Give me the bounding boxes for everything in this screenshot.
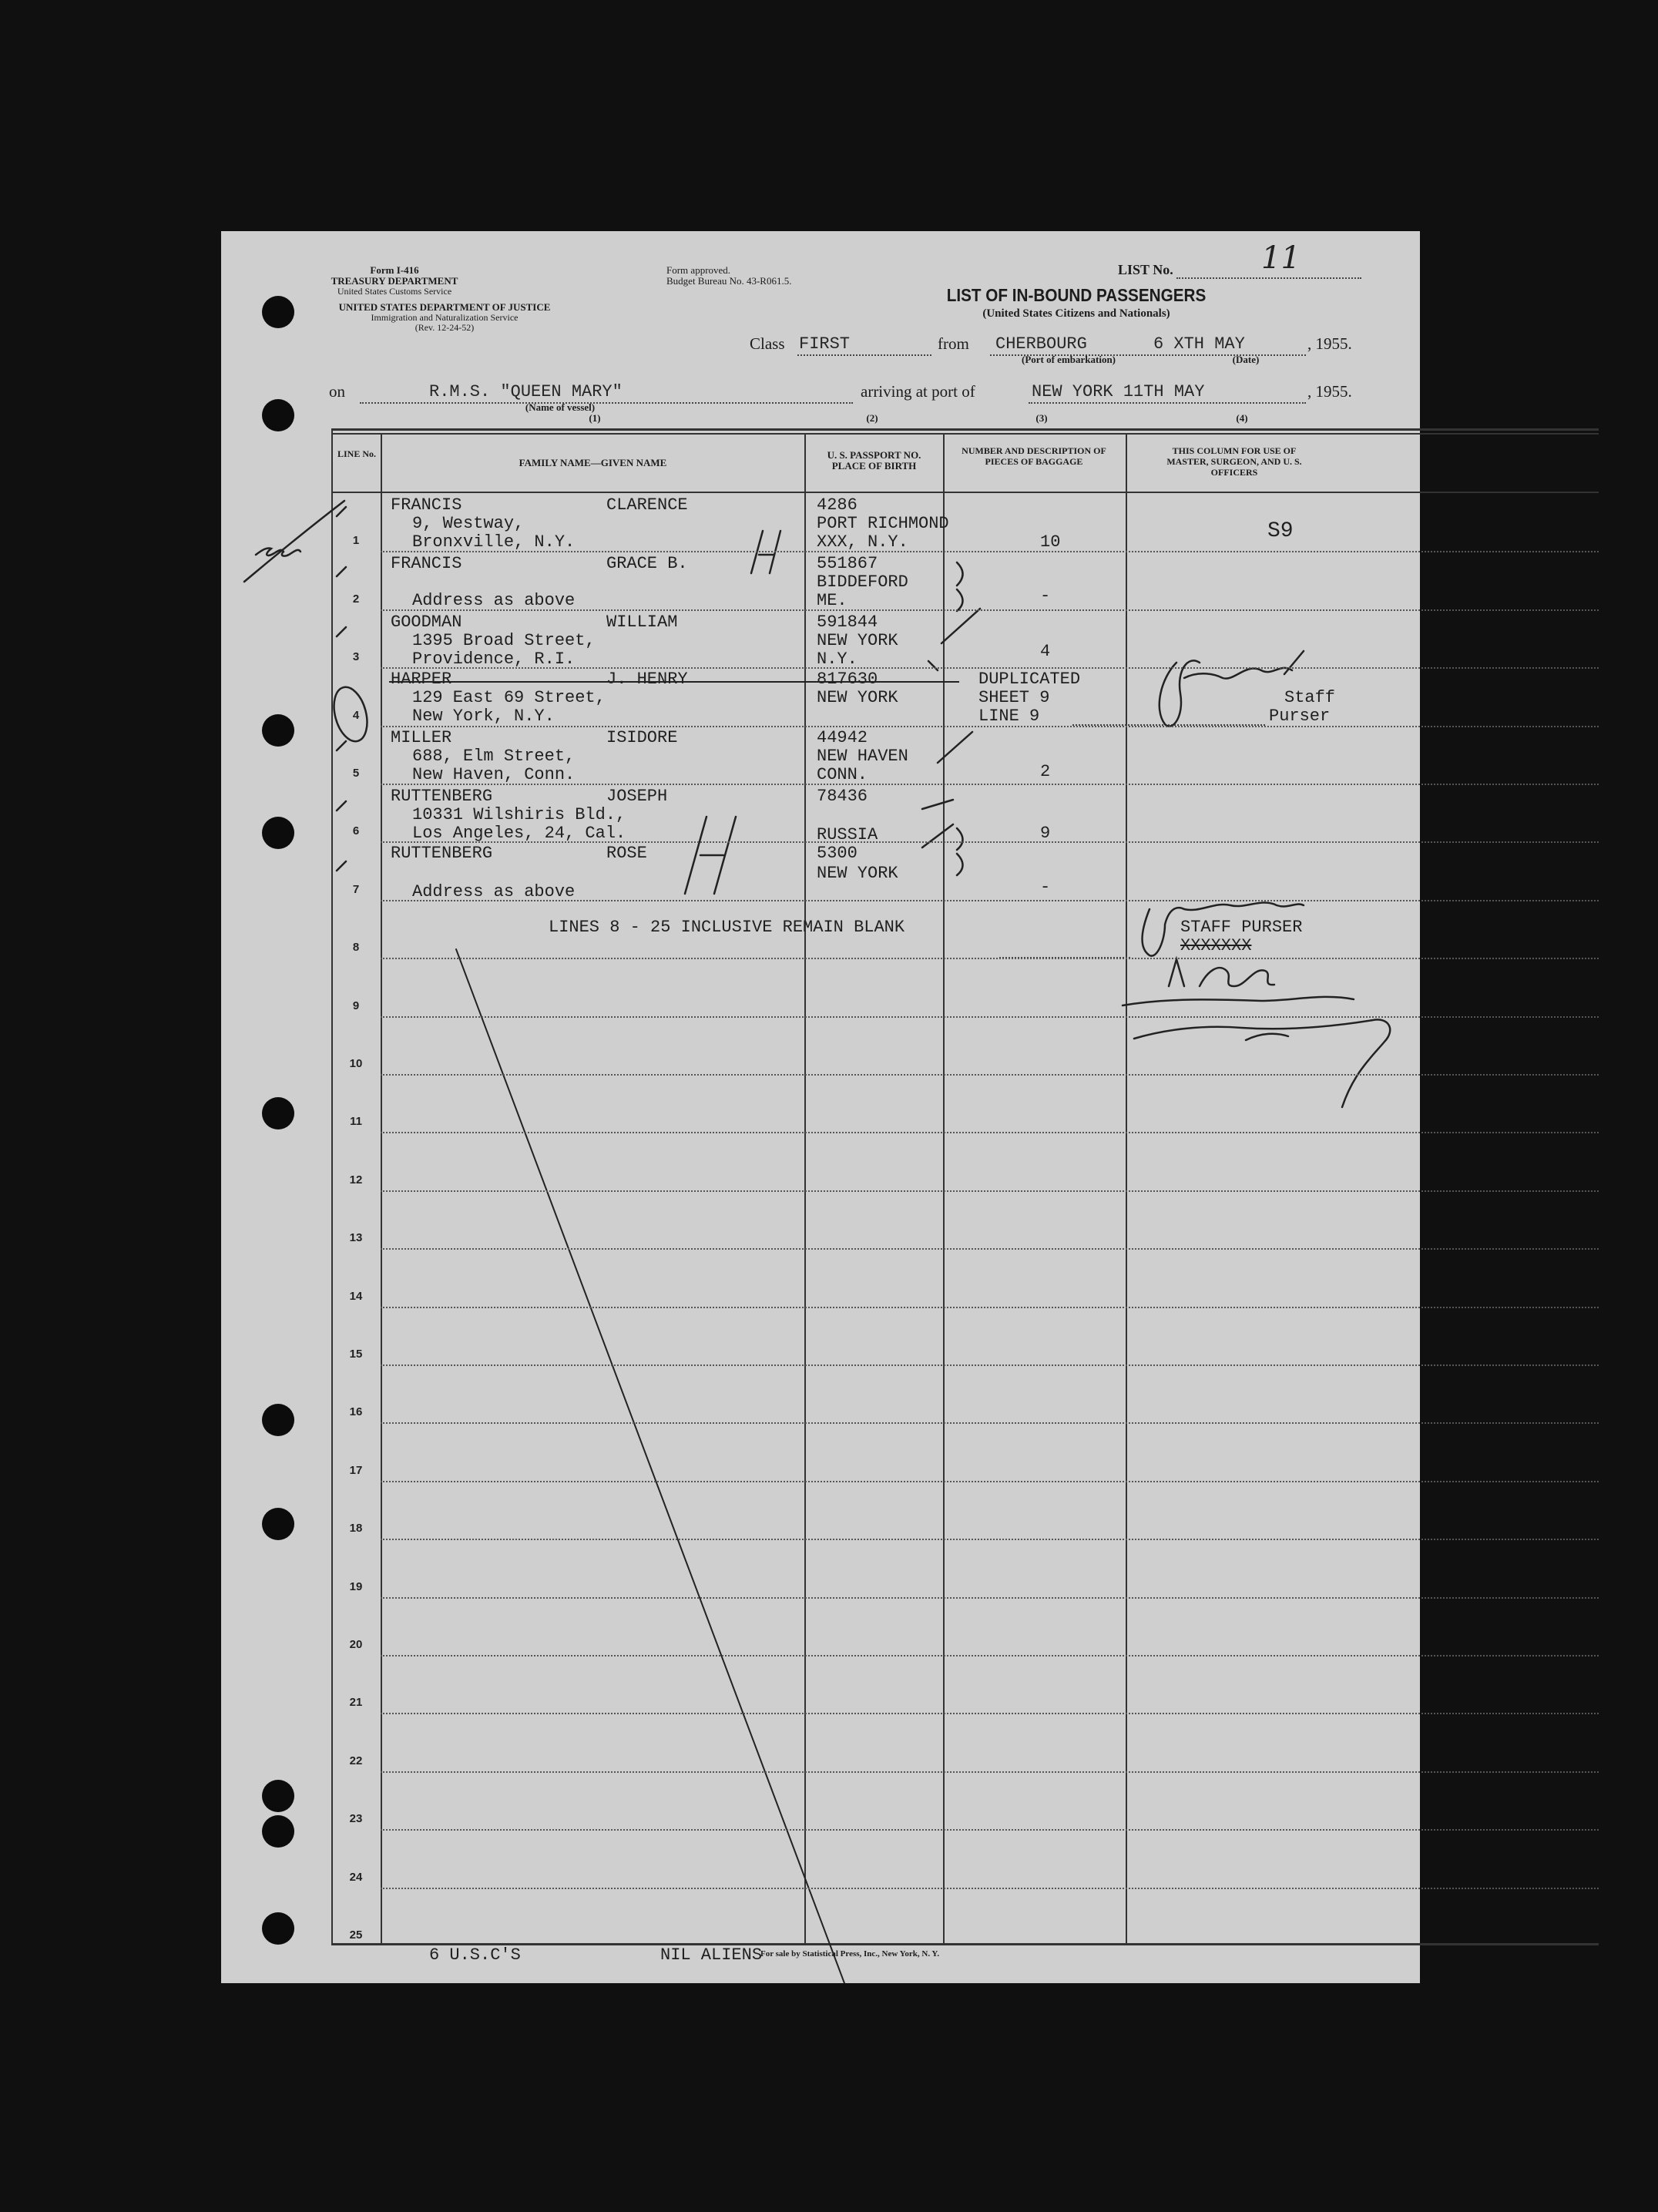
signature-staff-purser-2 xyxy=(1143,902,1304,955)
row-divider xyxy=(381,1132,1599,1133)
entry-3-birth1: NEW YORK xyxy=(817,631,898,650)
class-label: Class xyxy=(750,334,785,353)
entry-1-birth1: PORT RICHMOND xyxy=(817,514,949,533)
port-caption: (Port of embarkation) xyxy=(1021,354,1116,365)
entry-1-officer: S9 xyxy=(1267,519,1294,543)
entry-4-birth1: NEW YORK xyxy=(817,688,898,707)
entry-7-addr2: Address as above xyxy=(412,882,576,901)
line-number: 10 xyxy=(349,1057,363,1070)
line-number: 17 xyxy=(349,1463,363,1477)
entry-7-family: RUTTENBERG xyxy=(391,844,493,863)
entry-5-addr1: 688, Elm Street, xyxy=(412,747,576,766)
treasury-dept: TREASURY DEPARTMENT xyxy=(331,275,458,287)
list-label: LIST No. xyxy=(1118,262,1173,277)
entry-1-baggage: 10 xyxy=(1040,532,1061,552)
margin-scribble xyxy=(244,501,344,582)
line-number: 8 xyxy=(352,941,360,955)
entry-2-given: GRACE B. xyxy=(606,554,688,573)
entry-3-addr1: 1395 Broad Street, xyxy=(412,631,596,650)
line-number: 3 xyxy=(352,650,360,664)
signature-officer xyxy=(1134,1019,1390,1107)
struck-title: XXXXXXX xyxy=(1180,936,1252,955)
justice-dept: UNITED STATES DEPARTMENT OF JUSTICE xyxy=(338,301,551,313)
entry-5-birth1: NEW HAVEN xyxy=(817,747,908,766)
manifest-page xyxy=(221,231,1420,1983)
handwriting-layer xyxy=(221,231,1420,1983)
entry-5-family: MILLER xyxy=(391,728,452,747)
col-num-4: (4) xyxy=(1236,412,1248,424)
arrival-port: NEW YORK 11TH MAY xyxy=(1032,382,1205,401)
row-divider xyxy=(381,1829,1599,1831)
entry-3-family: GOODMAN xyxy=(391,613,462,632)
col-num-2: (2) xyxy=(866,412,878,424)
entry-4-addr1: 129 East 69 Street, xyxy=(412,688,606,707)
entry-2-addr2: Address as above xyxy=(412,591,576,610)
row-divider xyxy=(381,784,1599,785)
entry-7-passport: 5300 xyxy=(817,844,858,863)
row-divider xyxy=(381,1771,1599,1773)
customs-service: United States Customs Service xyxy=(337,286,452,297)
entry-4-family: HARPER xyxy=(391,670,452,689)
line-number: 12 xyxy=(349,1173,363,1187)
arriving-label: arriving at port of xyxy=(861,382,975,401)
entry-1-given: CLARENCE xyxy=(606,495,688,515)
entry-4-baggage2: SHEET 9 xyxy=(978,688,1050,707)
entry-2-birth1: BIDDEFORD xyxy=(817,572,908,592)
entry-5-baggage: 2 xyxy=(1040,762,1051,781)
row-divider xyxy=(381,1713,1599,1714)
staff-purser-label: STAFF PURSER xyxy=(1180,918,1303,937)
list-number: 11 xyxy=(1261,240,1301,276)
row-divider xyxy=(381,1190,1599,1192)
entry-6-family: RUTTENBERG xyxy=(391,787,493,806)
entry-2-passport: 551867 xyxy=(817,554,878,573)
line-number: 20 xyxy=(349,1638,363,1651)
header-passport: U. S. PASSPORT NO. PLACE OF BIRTH xyxy=(827,449,921,472)
entry-3-passport: 591844 xyxy=(817,613,878,632)
class-value: FIRST xyxy=(799,334,851,354)
diagonal-cancel-line xyxy=(456,949,849,1983)
entry-4-baggage: DUPLICATED xyxy=(978,670,1081,689)
entry-1-addr2: Bronxville, N.Y. xyxy=(412,532,576,552)
line-number: 18 xyxy=(349,1522,363,1536)
margin-initials xyxy=(256,548,300,556)
year-2: , 1955. xyxy=(1307,382,1352,401)
entry-2-family: FRANCIS xyxy=(391,554,462,573)
line-number: 14 xyxy=(349,1289,363,1303)
entry-4-officer: Staff xyxy=(1284,688,1336,707)
page-subtitle: (United States Citizens and Nationals) xyxy=(982,307,1170,320)
entry-3-addr2: Providence, R.I. xyxy=(412,650,576,669)
header-officers: THIS COLUMN FOR USE OF MASTER, SURGEON, AND U. S. OFFICERS xyxy=(1166,445,1302,478)
date-caption: (Date) xyxy=(1232,354,1260,365)
signature-mcgrath xyxy=(1123,959,1354,1005)
col-num-3: (3) xyxy=(1035,412,1048,424)
entry-4-addr2: New York, N.Y. xyxy=(412,707,555,726)
entry-1-passport: 4286 xyxy=(817,495,858,515)
entry-4-given: J. HENRY xyxy=(606,670,688,689)
line-number: 2 xyxy=(352,592,360,606)
from-label: from xyxy=(938,334,969,353)
year-1: , 1955. xyxy=(1307,334,1352,353)
line-number: 11 xyxy=(350,1115,362,1129)
entry-5-given: ISIDORE xyxy=(606,728,678,747)
page-title: LIST OF IN-BOUND PASSENGERS xyxy=(946,285,1207,305)
row-divider xyxy=(381,1481,1599,1482)
line-number: 9 xyxy=(352,999,360,1012)
line-number: 4 xyxy=(352,708,360,722)
row-divider xyxy=(381,1422,1599,1424)
entry-5-birth2: CONN. xyxy=(817,765,868,784)
entry-3-birth2: N.Y. xyxy=(817,650,858,669)
line-number: 5 xyxy=(352,767,360,780)
entry-6-addr1: 10331 Wilshiris Bld., xyxy=(412,805,626,824)
entry-2-baggage: - xyxy=(1040,586,1051,606)
vessel-caption: (Name of vessel) xyxy=(525,401,596,413)
check-mark-b xyxy=(922,732,972,848)
line-number: 15 xyxy=(349,1348,363,1361)
row-divider xyxy=(381,726,1599,727)
header-name: FAMILY NAME—GIVEN NAME xyxy=(519,457,667,468)
entry-3-given: WILLIAM xyxy=(606,613,678,632)
line-number: 1 xyxy=(352,534,360,548)
port-embarkation: CHERBOURG xyxy=(995,334,1087,354)
entry-4-passport: 817630 xyxy=(817,670,878,689)
line-number: 13 xyxy=(349,1231,363,1245)
line-number: 6 xyxy=(352,824,360,838)
line-number: 25 xyxy=(349,1928,363,1942)
entry-6-passport: 78436 xyxy=(817,787,868,806)
row-divider xyxy=(381,1597,1599,1599)
line-number: 7 xyxy=(352,882,360,896)
line-number: 23 xyxy=(349,1812,363,1826)
header-line-no: LINE No. xyxy=(337,448,376,459)
form-approved: Form approved. xyxy=(666,264,731,276)
col-num-1: (1) xyxy=(589,412,601,424)
entry-6-birth2: RUSSIA xyxy=(817,825,878,844)
entry-1-birth2: XXX, N.Y. xyxy=(817,532,908,552)
row-divider xyxy=(381,1307,1599,1308)
entry-3-baggage: 4 xyxy=(1040,642,1051,661)
embark-date: 6 XTH MAY xyxy=(1153,334,1245,354)
nil-aliens: NIL ALIENS xyxy=(660,1945,763,1965)
on-label: on xyxy=(329,382,345,401)
row-divider xyxy=(381,1655,1599,1656)
check-mark-a xyxy=(928,609,980,670)
row-divider xyxy=(381,841,1599,843)
entry-7-baggage: - xyxy=(1040,878,1051,897)
row-divider xyxy=(381,900,1599,901)
line-number: 22 xyxy=(349,1754,363,1767)
row-divider xyxy=(381,1016,1599,1018)
blank-lines-note: LINES 8 - 25 INCLUSIVE REMAIN BLANK xyxy=(549,918,905,937)
line-number: 24 xyxy=(349,1870,363,1884)
entry-4-officer2: Purser xyxy=(1269,707,1331,726)
row-divider xyxy=(381,1888,1599,1889)
row-divider xyxy=(381,1364,1599,1366)
row-divider xyxy=(381,1539,1599,1540)
ins-service: Immigration and Naturalization Service xyxy=(371,312,519,323)
line-number: 19 xyxy=(349,1579,363,1593)
form-revision: (Rev. 12-24-52) xyxy=(414,322,475,333)
entry-7-given: ROSE xyxy=(606,844,647,863)
form-number: Form I-416 xyxy=(370,264,419,276)
row-divider xyxy=(381,551,1599,552)
row-divider xyxy=(381,958,1599,959)
entry-6-given: JOSEPH xyxy=(606,787,668,806)
budget-bureau: Budget Bureau No. 43-R061.5. xyxy=(666,275,792,287)
entry-1-addr1: 9, Westway, xyxy=(412,514,525,533)
signature-staff-purser xyxy=(1160,651,1304,727)
entry-2-birth2: ME. xyxy=(817,591,847,610)
row-divider xyxy=(381,1074,1599,1076)
printer-credit: For sale by Statistical Press, Inc., New York, N. Y. xyxy=(760,1949,940,1959)
entry-6-baggage: 9 xyxy=(1040,824,1051,843)
line-number: 21 xyxy=(349,1696,363,1710)
annotation-1h-b xyxy=(685,817,736,894)
header-baggage: NUMBER AND DESCRIPTION OF PIECES OF BAGGAGE xyxy=(962,445,1106,467)
uscs-count: 6 U.S.C'S xyxy=(429,1945,521,1965)
entry-4-baggage3: LINE 9 xyxy=(978,707,1040,726)
entry-1-family: FRANCIS xyxy=(391,495,462,515)
row-divider xyxy=(381,1248,1599,1250)
entry-5-passport: 44942 xyxy=(817,728,868,747)
row-divider xyxy=(381,609,1599,611)
line-number: 16 xyxy=(349,1405,363,1419)
row-divider xyxy=(381,667,1599,669)
entry-7-birth1: NEW YORK xyxy=(817,864,898,883)
entry-5-addr2: New Haven, Conn. xyxy=(412,765,576,784)
vessel-name: R.M.S. "QUEEN MARY" xyxy=(429,382,623,401)
entry-6-addr2: Los Angeles, 24, Cal. xyxy=(412,824,626,843)
